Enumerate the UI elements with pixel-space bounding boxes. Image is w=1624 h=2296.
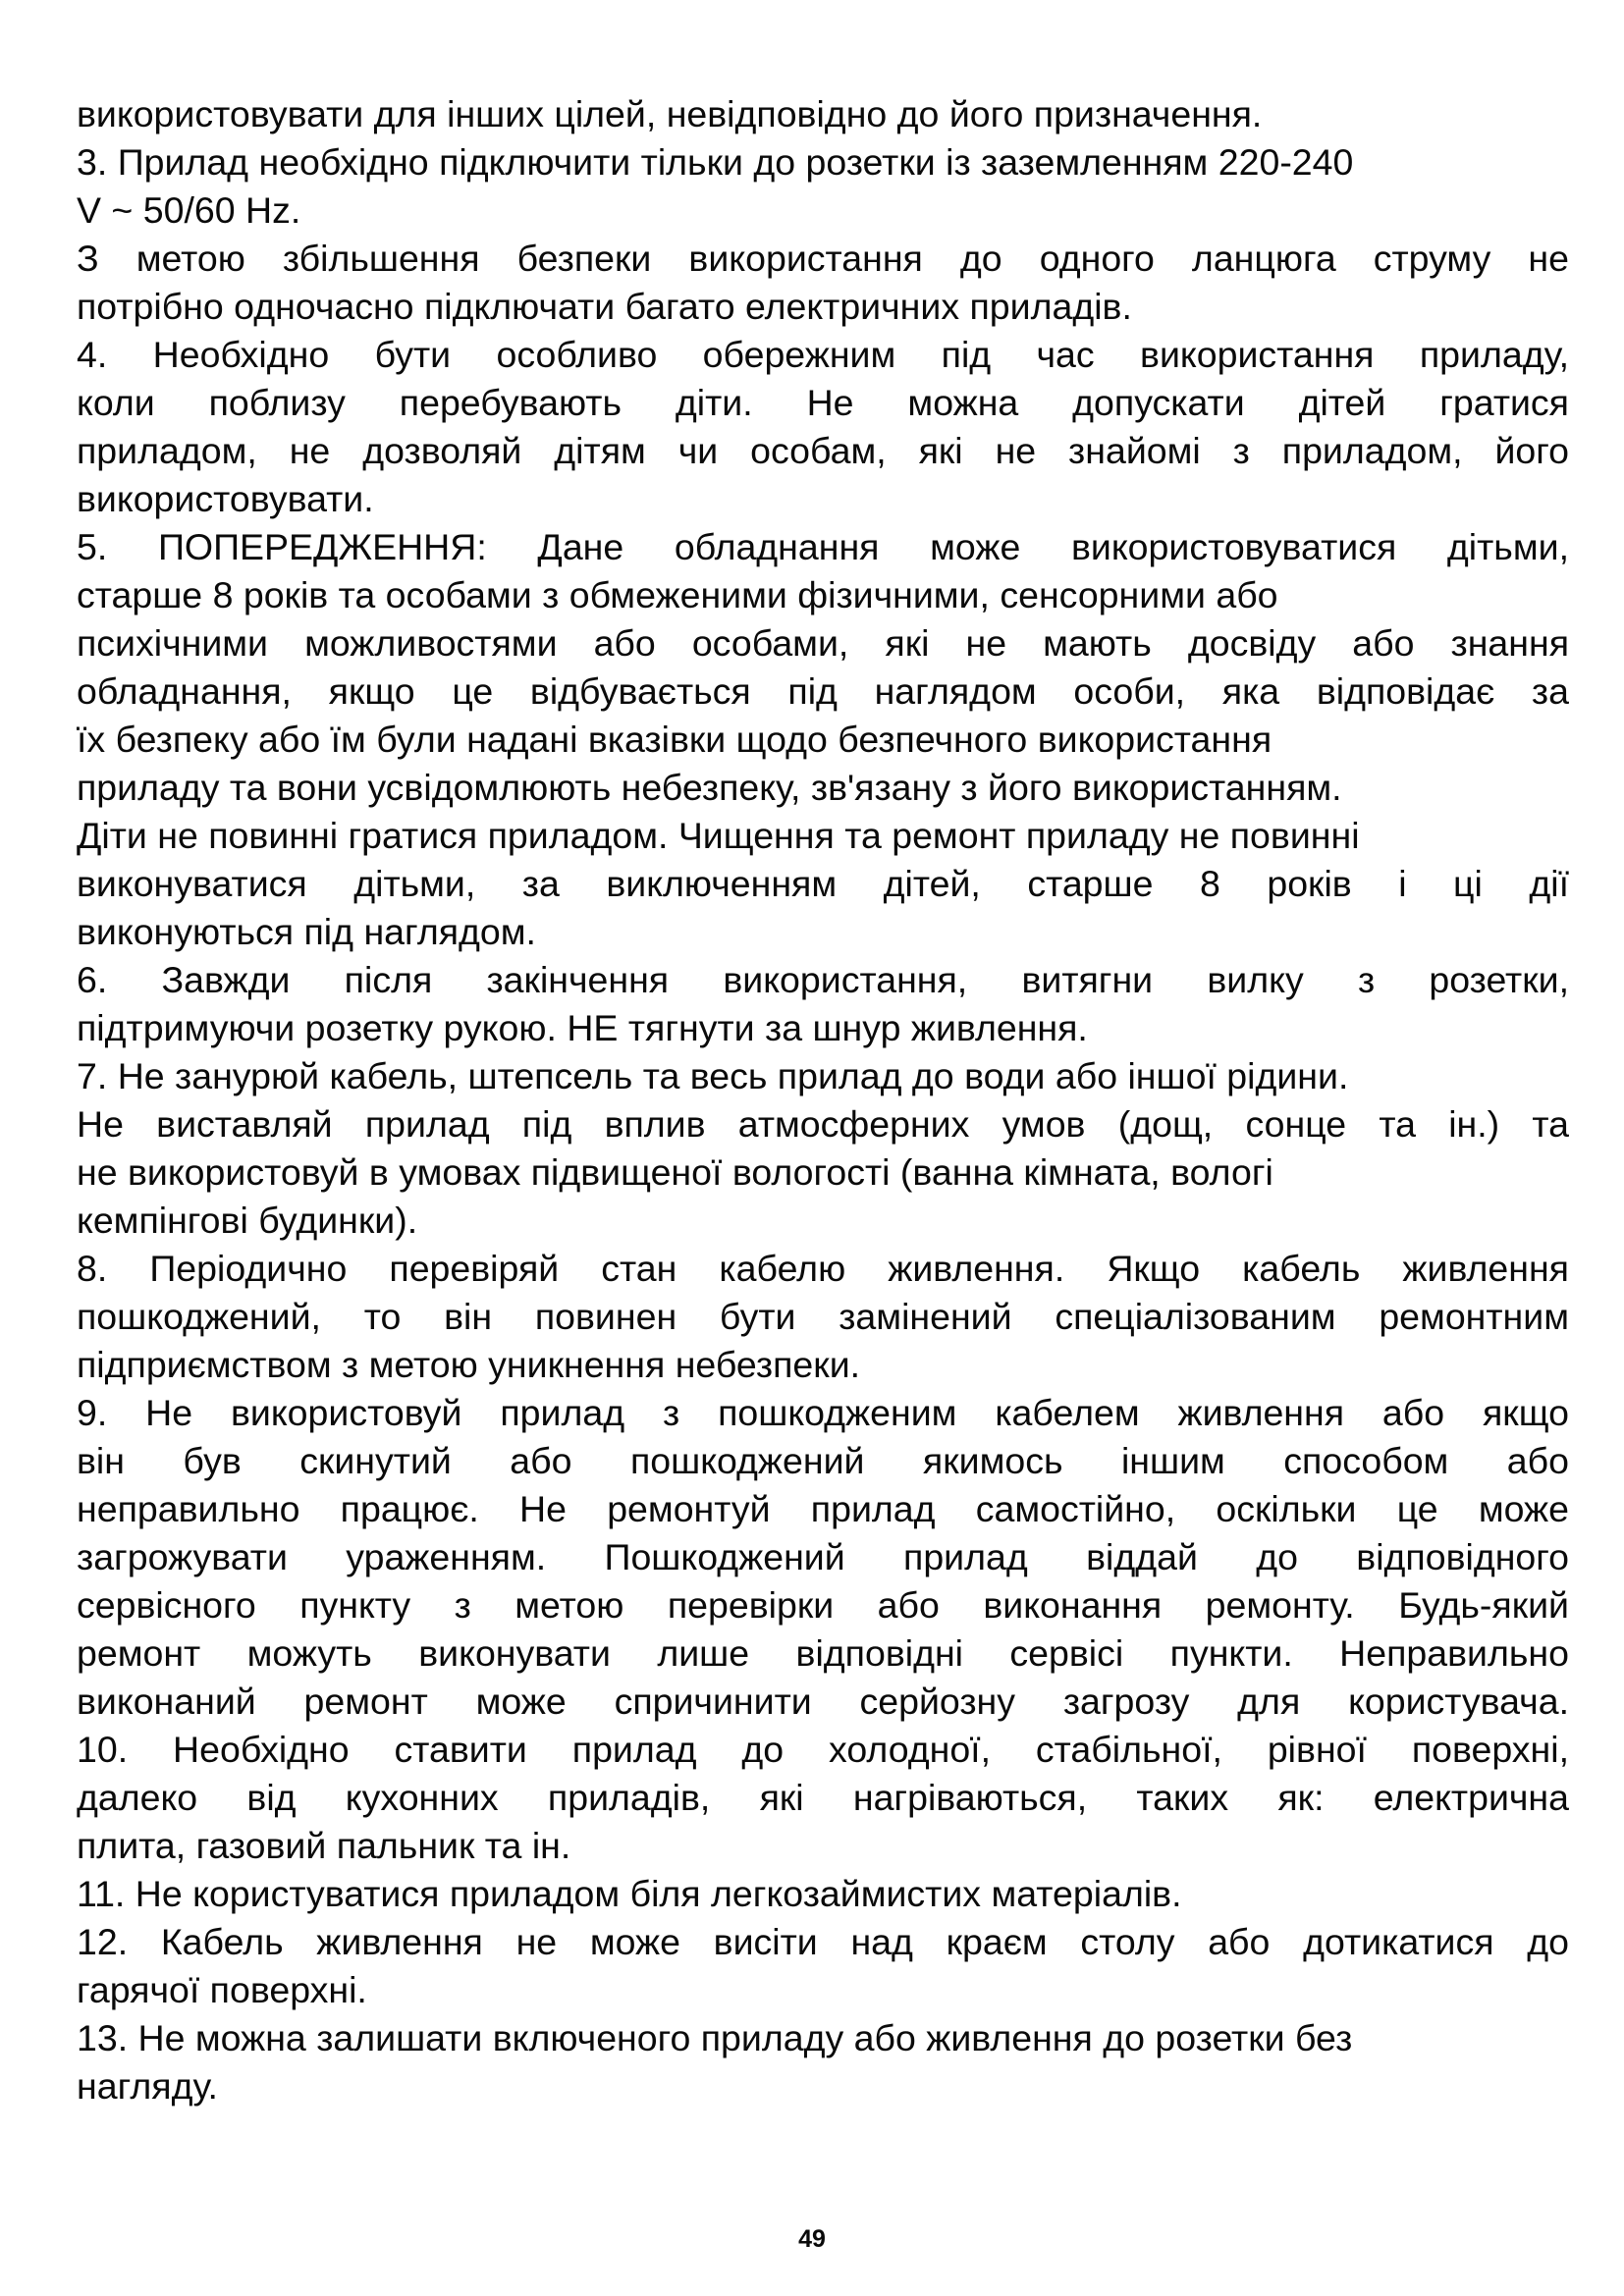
text-line: використовувати для інших цілей, невідповідно до його призначення.	[77, 93, 1263, 134]
text-line: використовувати.	[77, 478, 374, 519]
text-line: кемпінгові будинки).	[77, 1200, 418, 1241]
body-text	[77, 90, 1624, 2110]
text-line: Не виставляй прилад під вплив атмосферних умов (дощ, сонце та ін.) та	[77, 1103, 1569, 1145]
text-line: 9. Не використовуй прилад з пошкодженим кабелем живлення або якщо	[77, 1392, 1569, 1433]
text-line: старше 8 років та особами з обмеженими фізичними, сенсорними або	[77, 574, 1278, 615]
text-line: пошкоджений, то він повинен бути замінений спеціалізованим ремонтним	[77, 1296, 1569, 1337]
text-line: 5. ПОПЕРЕДЖЕННЯ: Дане обладнання може використовуватися дітьми,	[77, 526, 1569, 567]
text-line: 6. Завжди після закінчення використання, витягни вилку з розетки,	[77, 959, 1569, 1000]
text-line: Діти не повинні гратися приладом. Чищення та ремонт приладу не повинні	[77, 815, 1360, 856]
text-line: 10. Необхідно ставити прилад до холодної, стабільної, рівної поверхні,	[77, 1729, 1569, 1770]
page-number: 49	[798, 2225, 826, 2253]
text-line: їх безпеку або їм були надані вказівки щодо безпечного використання	[77, 719, 1272, 760]
text-line: 4. Необхідно бути особливо обережним під час використання приладу,	[77, 334, 1569, 375]
text-line: коли поблизу перебувають діти. Не можна допускати дітей гратися	[77, 382, 1569, 423]
text-line: загрожувати ураженням. Пошкоджений прилад віддай до відповідного	[77, 1536, 1569, 1577]
text-line: не використовуй в умовах підвищеної вологості (ванна кімната, вологі	[77, 1151, 1273, 1193]
text-line: виконуються під наглядом.	[77, 911, 536, 952]
text-line: приладом, не дозволяй дітям чи особам, які не знайомі з приладом, його	[77, 430, 1569, 471]
text-line: далеко від кухонних приладів, які нагріваються, таких як: електрична	[77, 1777, 1569, 1818]
text-line: 12. Кабель живлення не може висіти над краєм столу або дотикатися до	[77, 1921, 1569, 1962]
text-line: виконаний ремонт може спричинити серйозну загрозу для користувача.	[77, 1681, 1569, 1722]
text-line: неправильно працює. Не ремонтуй прилад самостійно, оскільки це може	[77, 1488, 1569, 1529]
text-line: плита, газовий пальник та ін.	[77, 1825, 571, 1866]
text-line: гарячої поверхні.	[77, 1969, 367, 2010]
text-line: приладу та вони усвідомлюють небезпеку, зв'язану з його використанням.	[77, 767, 1342, 808]
text-line: виконуватися дітьми, за виключенням дітей, старше 8 років і ці дії	[77, 863, 1569, 904]
text-line: психічними можливостями або особами, які не мають досвіду або знання	[77, 622, 1569, 664]
text-line: З метою збільшення безпеки використання до одного ланцюга струму не	[77, 238, 1569, 279]
text-line: ремонт можуть виконувати лише відповідні сервісі пункти. Неправильно	[77, 1632, 1569, 1674]
text-line: обладнання, якщо це відбувається під наглядом особи, яка відповідає за	[77, 670, 1569, 712]
text-line: 11. Не користуватися приладом біля легкозаймистих матеріалів.	[77, 1873, 1182, 1914]
text-line: він був скинутий або пошкоджений якимось іншим способом або	[77, 1440, 1569, 1481]
text-line: 13. Не можна залишати включеного приладу або живлення до розетки без	[77, 2017, 1353, 2058]
text-line: V ~ 50/60 Hz.	[77, 189, 301, 231]
text-line: потрібно одночасно підключати багато електричних приладів.	[77, 286, 1132, 327]
text-line: підтримуючи розетку рукою. НЕ тягнути за шнур живлення.	[77, 1007, 1088, 1048]
text-line: 3. Прилад необхідно підключити тільки до розетки із заземленням 220-240	[77, 141, 1354, 183]
text-line: підприємством з метою уникнення небезпеки.	[77, 1344, 861, 1385]
text-line: нагляду.	[77, 2065, 218, 2107]
text-line: 8. Періодично перевіряй стан кабелю живлення. Якщо кабель живлення	[77, 1248, 1569, 1289]
text-line: 7. Не занурюй кабель, штепсель та весь прилад до води або іншої рідини.	[77, 1055, 1349, 1096]
text-line: сервісного пункту з метою перевірки або виконання ремонту. Будь-який	[77, 1584, 1569, 1626]
